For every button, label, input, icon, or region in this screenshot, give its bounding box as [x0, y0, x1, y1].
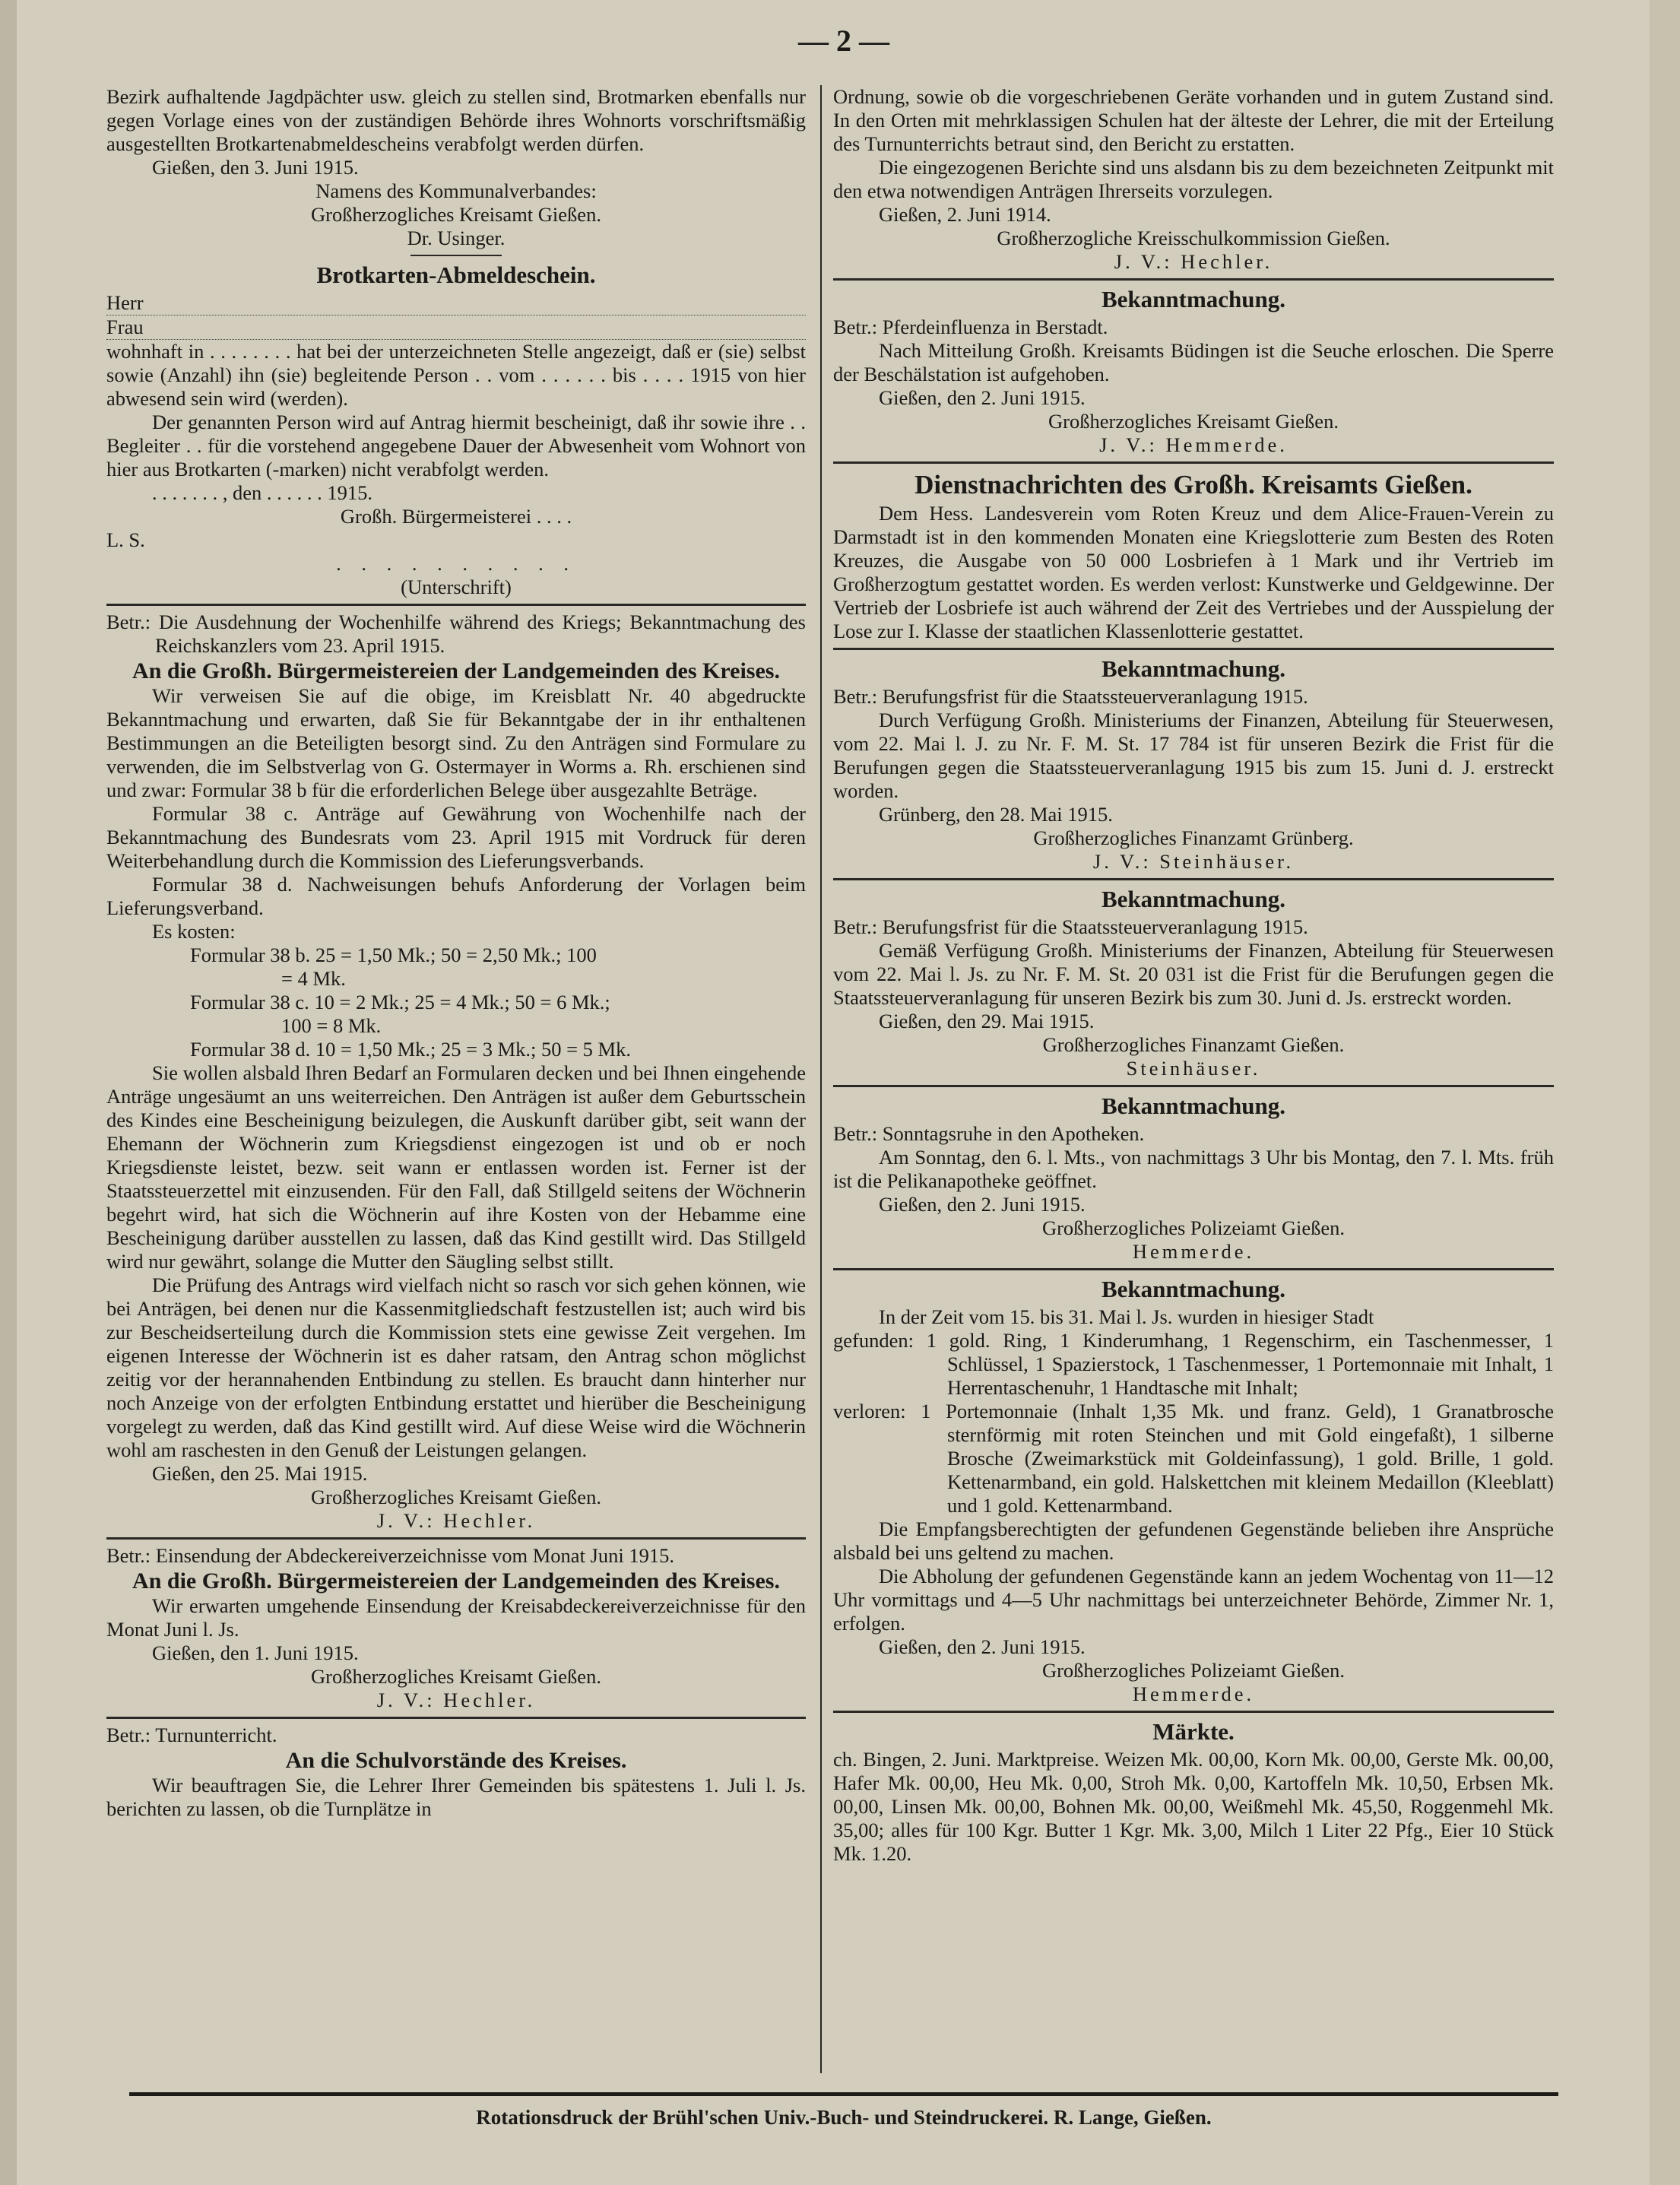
form-office: Großh. Bürgermeisterei . . . .	[340, 505, 572, 528]
announcement-title: Bekanntmachung.	[1101, 655, 1286, 682]
form-title: Brotkarten-Abmeldeschein.	[316, 262, 596, 288]
price-row: Formular 38 d. 10 = 1,50 Mk.; 25 = 3 Mk.; 50 = 5 Mk.	[190, 1038, 631, 1061]
markets-title: Märkte.	[1152, 1718, 1235, 1745]
divider	[106, 604, 806, 606]
section-place-date: Gießen, den 29. Mai 1915.	[879, 1010, 1095, 1032]
costs-label: Es kosten:	[152, 920, 236, 943]
right-column	[833, 85, 1554, 2077]
form-seal-ls: L. S.	[106, 528, 145, 551]
price-row-cont: = 4 Mk.	[281, 967, 346, 990]
section-authority: Großherzogliches Kreisamt Gießen.	[1048, 410, 1339, 433]
section-paragraph: Formular 38 d. Nachweisungen behufs Anforderung der Vorlagen beim Lieferungsverband.	[106, 873, 806, 919]
announcement-title: Bekanntmachung.	[1101, 886, 1286, 912]
form-herr-line: Herr	[106, 291, 806, 316]
divider	[106, 1537, 806, 1540]
section-signer: J. V.: Hechler.	[376, 1689, 536, 1711]
page-edge-left	[0, 0, 17, 2185]
section-heading: An die Schulvorstände des Kreises.	[285, 1748, 627, 1773]
section-betr: Betr.: Einsendung der Abdeckereiverzeichnisse vom Monat Juni 1915.	[106, 1544, 674, 1567]
lost-items: verloren: 1 Portemonnaie (Inhalt 1,35 Mk. und franz. Geld), 1 Granatbrosche sternförmig mit roten Steinchen und mit Gold eingefaßt), 1 silberne Brosche (Zweimarkstück mit Goldeinfassung), 1 gold. Brille, 1 gold. Kettenarmband, ein gold. Halskettchen mit kleinem Medaillon (Kleeblatt) und 1 gold. Kettenarmband.	[833, 1400, 1554, 1517]
section-betr: Betr.: Berufungsfrist für die Staatssteuerveranlagung 1915.	[833, 915, 1308, 938]
footer-rule	[129, 2092, 1558, 2096]
section-paragraph: Nach Mitteilung Großh. Kreisamts Büdingen ist die Seuche erloschen. Die Sperre der Beschälstation ist aufgehoben.	[833, 339, 1554, 385]
announcement-title: Bekanntmachung.	[1101, 1092, 1286, 1119]
section-heading: An die Großh. Bürgermeistereien der Landgemeinden des Kreises.	[132, 1568, 780, 1594]
form-signature-dots: . . . . . . . . . .	[336, 552, 576, 575]
section-paragraph: Durch Verfügung Großh. Ministeriums der Finanzen, Abteilung für Steuerwesen, vom 22. Mai l. J. zu Nr. F. M. St. 17 784 ist für unseren Bezirk die Frist für die Berufungen gegen die Staatssteuerveranlagung 1915 bis zum 15. Juni d. J. erstreckt worden.	[833, 709, 1554, 802]
section-authority: Großherzogliches Finanzamt Gießen.	[1042, 1033, 1345, 1056]
section-place-date: Gießen, den 2. Juni 1915.	[879, 1193, 1086, 1216]
announcement-title: Bekanntmachung.	[1101, 1276, 1286, 1302]
form-body-2: Der genannten Person wird auf Antrag hiermit bescheinigt, daß ihr sowie ihre . . Begleiter . . für die vorstehend angegebene Dauer der Abwesenheit vom Wohnort von hier aus Brotkarten (-marken) nicht verabfolgt werden.	[106, 411, 806, 480]
section-signer: J. V.: Hechler.	[1114, 250, 1273, 273]
section-authority: Großherzogliches Kreisamt Gießen.	[311, 1665, 601, 1688]
section-signer: Steinhäuser.	[1126, 1057, 1261, 1080]
section-place-date: Gießen, den 1. Juni 1915.	[152, 1641, 359, 1664]
section-paragraph: Die eingezogenen Berichte sind uns alsdann bis zu dem bezeichneten Zeitpunkt mit den etwa notwendigen Anträgen Ihrerseits vorzulegen.	[833, 156, 1554, 202]
service-news-title: Dienstnachrichten des Großh. Kreisamts Gießen.	[914, 470, 1472, 499]
section-place-date: Gießen, den 2. Juni 1915.	[879, 386, 1086, 409]
section-betr: Betr.: Turnunterricht.	[106, 1724, 277, 1746]
section-paragraph: Dem Hess. Landesverein vom Roten Kreuz und dem Alice-Frauen-Verein zu Darmstadt ist in den kommenden Monaten eine Kriegslotterie zum Besten des Roten Kreuzes, die Ausgabe von 50 000 Losbriefen à 1 Mark und ihr Vertrieb im Großherzogtum gestattet worden. Es werden verlost: Kunstwerke und Geldgewinne. Der Vertrieb der Losbriefe ist auch während der Zeit des Vertriebes und der Ausspielung der Lose zur I. Klasse der staatlichen Klassenlotterie gestattet.	[833, 502, 1554, 642]
divider	[833, 1711, 1554, 1713]
found-items: gefunden: 1 gold. Ring, 1 Kinderumhang, 1 Regenschirm, ein Taschenmesser, 1 Schlüssel, 1 Spazierstock, 1 Taschenmesser, 1 Portemonnaie mit Inhalt, 1 Herrentaschenuhr, 1 Handtasche mit Inhalt;	[833, 1329, 1554, 1399]
price-row: Formular 38 b. 25 = 1,50 Mk.; 50 = 2,50 Mk.; 100	[190, 943, 597, 966]
section-betr: Betr.: Berufungsfrist für die Staatssteuerveranlagung 1915.	[833, 685, 1308, 708]
divider	[833, 878, 1554, 880]
section-paragraph: Ordnung, sowie ob die vorgeschriebenen Geräte vorhanden und in gutem Zustand sind. In den Orten mit mehrklassigen Schulen hat der älteste der Lehrer, die mit der Erteilung des Turnunterrichts betraut sind, den Bericht zu erstatten.	[833, 85, 1554, 155]
announcement-title: Bekanntmachung.	[1101, 286, 1286, 312]
left-column	[106, 85, 806, 2077]
section-authority: Großherzogliche Kreisschulkommission Gießen.	[997, 227, 1390, 249]
form-signature-label: (Unterschrift)	[401, 576, 512, 598]
printer-imprint: Rotationsdruck der Brühl'schen Univ.-Buch- und Steindruckerei. R. Lange, Gießen.	[476, 2106, 1212, 2129]
section-paragraph: Formular 38 c. Anträge auf Gewährung von Wochenhilfe nach der Bekanntmachung des Bundesrats vom 23. April 1915 mit Vordruck für deren Weiterbehandlung durch die Kommission des Lieferungsverbands.	[106, 802, 806, 872]
price-row-cont: 100 = 8 Mk.	[281, 1014, 382, 1037]
section-authority: Großherzogliches Finanzamt Grünberg.	[1033, 826, 1354, 849]
section-paragraph: Am Sonntag, den 6. l. Mts., von nachmittags 3 Uhr bis Montag, den 7. l. Mts. früh ist die Pelikanapotheke geöffnet.	[833, 1146, 1554, 1192]
section-paragraph: Die Prüfung des Antrags wird vielfach nicht so rasch vor sich gehen können, wie bei Anträgen, bei denen nur die Kassenmitgliedschaft festzustellen ist; auch wird bis zur Bescheidserteilung durch die Kommission stets eine gewisse Zeit vergehen. Im eigenen Interesse der Wöchnerin ist es daher ratsam, den Antrag schon möglichst zeitig vor der herannahenden Entbindung zu stellen. Es braucht dann hinterher nur noch Anzeige von der erfolgten Entbindung erstattet und hierüber die Bescheinigung vorgelegt zu werden, daß das Kind gestillt wird. Auf diese Weise wird die Wöchnerin wohl am raschesten in den Genuß der Leistungen gelangen.	[106, 1273, 806, 1461]
price-list	[106, 943, 806, 1061]
section-paragraph: Die Empfangsberechtigten der gefundenen Gegenstände belieben ihre Ansprüche alsbald bei uns geltend zu machen.	[833, 1517, 1554, 1564]
section-place-date: Gießen, 2. Juni 1914.	[879, 203, 1051, 226]
section-signer: Hemmerde.	[1132, 1240, 1255, 1263]
section-signer: Hemmerde.	[1132, 1682, 1255, 1705]
divider	[833, 1268, 1554, 1270]
section-authority: Großherzogliches Polizeiamt Gießen.	[1041, 1216, 1346, 1239]
section-betr: Betr.: Die Ausdehnung der Wochenhilfe während des Kriegs; Bekanntmachung des Reichskanzlers vom 23. April 1915.	[106, 610, 806, 657]
form-frau-line: Frau	[106, 316, 806, 340]
form-date: . . . . . . . , den . . . . . . 1915.	[152, 481, 373, 504]
notice-authority: Großherzogliches Kreisamt Gießen.	[311, 203, 601, 226]
section-betr: Betr.: Sonntagsruhe in den Apotheken.	[833, 1122, 1145, 1145]
divider	[833, 1085, 1554, 1087]
notice-on-behalf: Namens des Kommunalverbandes:	[315, 179, 597, 202]
section-paragraph: Sie wollen alsbald Ihren Bedarf an Formularen decken und bei Ihnen eingehende Anträge ungesäumt an uns weiterreichen. Den Anträgen ist außer dem Geburtsschein des Kindes eine Bescheinigung beizulegen, die Auskunft darüber gibt, seit wann der Ehemann der Wöchnerin zum Kriegsdienst eingezogen ist und ob er noch Kriegsdienste leistet, bezw. seit wann er entlassen worden ist. Ferner ist der Staatssteuerzettel mit einzusenden. Für den Fall, daß Stillgeld seitens der Wöchnerin begehrt wird, hat sich die Wöchnerin auf ihre Kosten von der Hebamme eine Bescheinigung darüber ausstellen zu lassen, daß das Kind gestillt wird. Das Stillgeld wird nur gewährt, solange die Mutter den Säugling selbst stillt.	[106, 1061, 806, 1273]
divider	[410, 255, 502, 256]
section-paragraph: Wir beauftragen Sie, die Lehrer Ihrer Gemeinden bis spätestens 1. Juli l. Js. berichten zu lassen, ob die Turnplätze in	[106, 1774, 806, 1820]
page-edge-right	[1650, 0, 1680, 2185]
notice-place-date: Gießen, den 3. Juni 1915.	[152, 156, 359, 179]
section-paragraph: Wir erwarten umgehende Einsendung der Kreisabdeckereiverzeichnisse für den Monat Juni l. Js.	[106, 1594, 806, 1641]
form-body: wohnhaft in . . . . . . . . hat bei der unterzeichneten Stelle angezeigt, daß er (sie) selbst sowie (Anzahl) ihn (sie) begleitende Person . . vom . . . . . . bis . . . . 1915 von hier abwesend sein wird (werden).	[106, 340, 806, 410]
section-authority: Großherzogliches Polizeiamt Gießen.	[1041, 1659, 1346, 1682]
section-paragraph: Die Abholung der gefundenen Gegenstände kann an jedem Wochentag von 11—12 Uhr vormittags und 4—5 Uhr nachmittags bei unterzeichneter Behörde, Zimmer Nr. 1, erfolgen.	[833, 1565, 1554, 1635]
price-row: Formular 38 c. 10 = 2 Mk.; 25 = 4 Mk.; 50 = 6 Mk.;	[190, 991, 610, 1013]
section-place-date: Gießen, den 2. Juni 1915.	[879, 1635, 1086, 1658]
notice-signer: Dr. Usinger.	[407, 227, 506, 249]
section-heading: An die Großh. Bürgermeistereien der Landgemeinden des Kreises.	[132, 658, 780, 683]
section-paragraph: Wir verweisen Sie auf die obige, im Kreisblatt Nr. 40 abgedruckte Bekanntmachung und erwarten, daß Sie für Bekanntgabe der in ihr enthaltenen Bestimmungen an die Beteiligten besorgt sind. Zu den Anträgen sind Formulare zu verwenden, die im Selbstverlag von G. Ostermayer in Worms a. Rh. erschienen sind und zwar: Formular 38 b für die erforderlichen Belege über ausgezahlte Beträge.	[106, 684, 806, 801]
notice-text: Bezirk aufhaltende Jagdpächter usw. gleich zu stellen sind, Brotmarken ebenfalls nur gegen Vorlage eines von der zuständigen Behörde ihres Wohnorts vorschriftsmäßig ausgestellten Brotkartenabmeldescheins verabfolgt werden dürfen.	[106, 85, 806, 155]
column-divider	[820, 85, 822, 2073]
section-authority: Großherzogliches Kreisamt Gießen.	[311, 1486, 601, 1508]
divider	[106, 1717, 806, 1719]
section-signer: J. V.: Hechler.	[376, 1509, 536, 1532]
section-signer: J. V.: Hemmerde.	[1099, 433, 1288, 456]
section-paragraph: Gemäß Verfügung Großh. Ministeriums der Finanzen, Abteilung für Steuerwesen vom 22. Mai l. Js. zu Nr. F. M. St. 20 031 ist die Frist für die Berufungen gegen die Staatssteuerveranlagung für unseren Bezirk bis zum 30. Juni d. Js. erstreckt worden.	[833, 939, 1554, 1009]
divider	[833, 278, 1554, 281]
markets-prices: ch. Bingen, 2. Juni. Marktpreise. Weizen Mk. 00,00, Korn Mk. 00,00, Gerste Mk. 00,00, Hafer Mk. 00,00, Heu Mk. 0,00, Stroh Mk. 0,00, Kartoffeln Mk. 10,50, Erbsen Mk. 00,00, Linsen Mk. 00,00, Bohnen Mk. 00,00, Weißmehl Mk. 45,50, Roggenmehl Mk. 35,00; alles für 100 Kgr. Butter 1 Kgr. Mk. 3,00, Milch 1 Liter 22 Pfg., Eier 10 Stück Mk. 1.20.	[833, 1748, 1554, 1865]
page-number: — 2 —	[798, 24, 889, 58]
divider	[833, 648, 1554, 650]
section-paragraph: In der Zeit vom 15. bis 31. Mai l. Js. wurden in hiesiger Stadt	[879, 1305, 1374, 1328]
section-signer: J. V.: Steinhäuser.	[1092, 850, 1295, 873]
divider	[833, 461, 1554, 464]
section-betr: Betr.: Pferdeinfluenza in Berstadt.	[833, 316, 1108, 338]
section-place-date: Gießen, den 25. Mai 1915.	[152, 1462, 368, 1485]
section-place-date: Grünberg, den 28. Mai 1915.	[879, 803, 1113, 826]
